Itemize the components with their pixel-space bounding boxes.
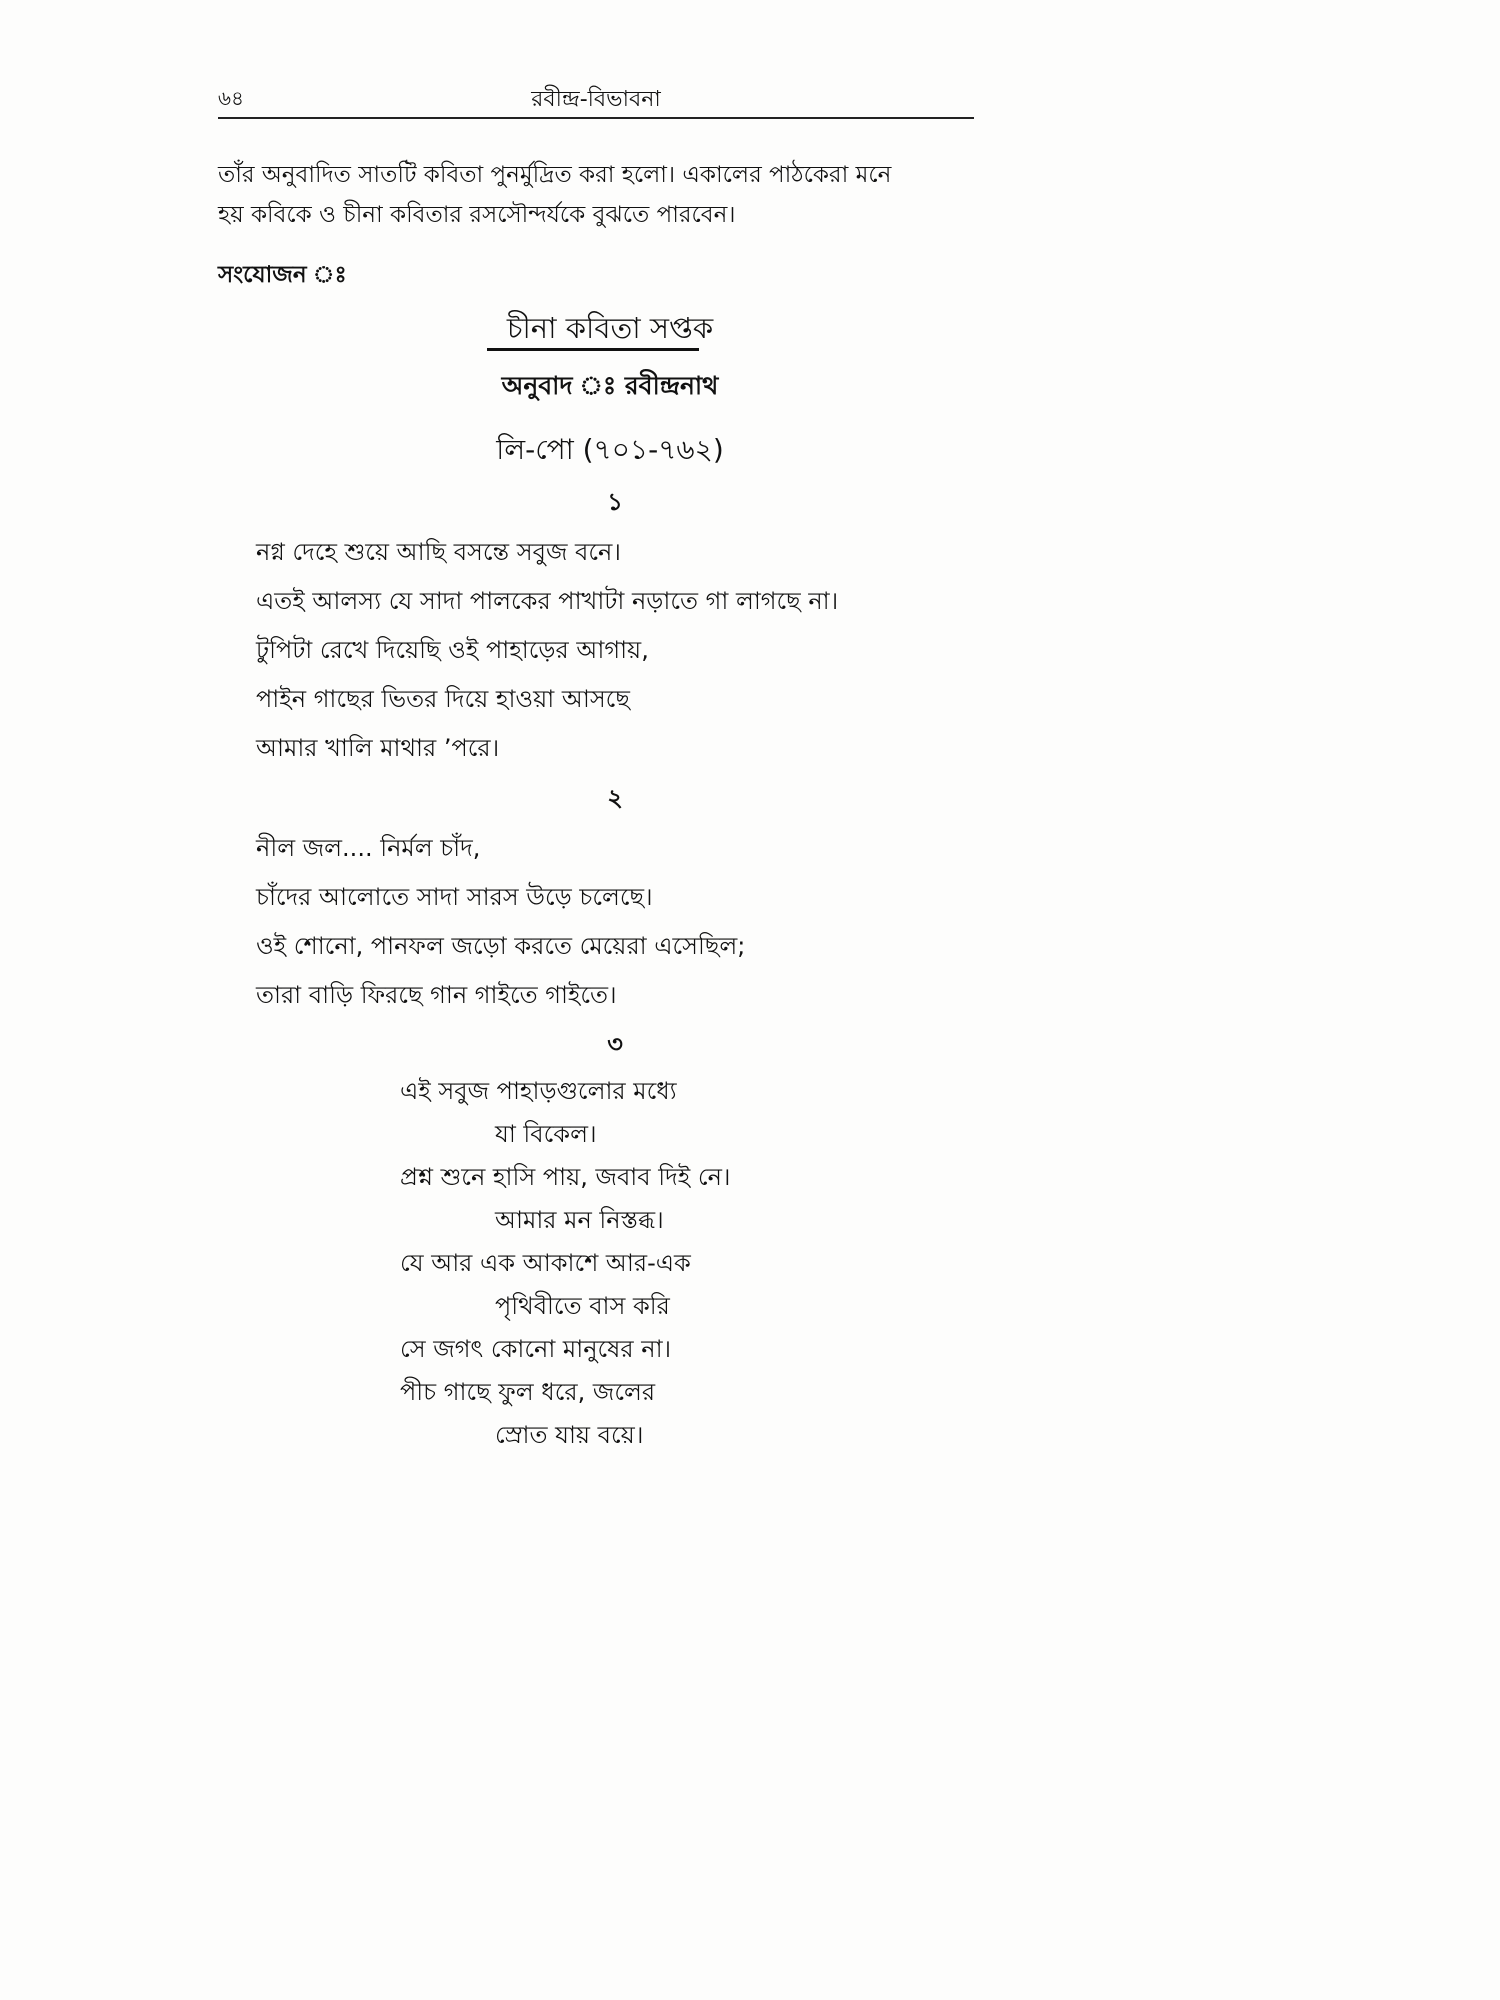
addendum-label: সংযোজন ঃ bbox=[218, 262, 347, 288]
poem-line: পীচ গাছে ফুল ধরে, জলের bbox=[400, 1378, 656, 1406]
poem-line: পৃথিবীতে বাস করি bbox=[495, 1292, 670, 1320]
poem-number-2: ২ bbox=[607, 784, 623, 812]
intro-paragraph bbox=[218, 155, 978, 235]
poem-line: স্রোত যায় বয়ে। bbox=[495, 1421, 644, 1449]
poem-line: সে জগৎ কোনো মানুষের না। bbox=[400, 1335, 672, 1363]
poem-number-1: ১ bbox=[607, 488, 623, 516]
translator-credit: অনুবাদ ঃ রবীন্দ্রনাথ bbox=[501, 371, 719, 400]
poem-number-3: ৩ bbox=[607, 1030, 623, 1058]
poem-line: নগ্ন দেহে শুয়ে আছি বসন্তে সবুজ বনে। bbox=[256, 538, 621, 566]
poem-line: আমার খালি মাথার ’পরে। bbox=[256, 734, 500, 762]
header-rule bbox=[218, 117, 974, 119]
running-title: রবীন্দ্র-বিভাবনা bbox=[531, 87, 661, 112]
title-underline bbox=[487, 348, 699, 351]
collection-title: চীনা কবিতা সপ্তক bbox=[506, 311, 714, 345]
poem-line: পাইন গাছের ভিতর দিয়ে হাওয়া আসছে bbox=[256, 685, 630, 713]
poem-line: ওই শোনো, পানফল জড়ো করতে মেয়েরা এসেছিল; bbox=[256, 932, 746, 960]
poem-1 bbox=[256, 528, 976, 773]
poem-line: এতই আলস্য যে সাদা পালকের পাখাটা নড়াতে গা লাগছে না। bbox=[256, 587, 839, 615]
poem-3 bbox=[400, 1070, 920, 1457]
poem-line: প্রশ্ন শুনে হাসি পায়, জবাব দিই নে। bbox=[400, 1163, 731, 1191]
poem-line: টুপিটা রেখে দিয়েছি ওই পাহাড়ের আগায়, bbox=[256, 636, 649, 664]
poem-line: যা বিকেল। bbox=[495, 1120, 597, 1148]
page-number: ৬৪ bbox=[218, 86, 244, 110]
page-header bbox=[218, 80, 974, 116]
poem-line: আমার মন নিস্তব্ধ। bbox=[495, 1206, 664, 1234]
poem-line: তারা বাড়ি ফিরছে গান গাইতে গাইতে। bbox=[256, 981, 617, 1009]
intro-line: হয় কবিকে ও চীনা কবিতার রসসৌন্দর্যকে বুঝতে পারবেন। bbox=[218, 202, 736, 228]
poem-line: যে আর এক আকাশে আর-এক bbox=[400, 1249, 691, 1277]
intro-line: তাঁর অনুবাদিত সাতটি কবিতা পুনর্মুদ্রিত করা হলো। একালের পাঠকেরা মনে bbox=[218, 162, 892, 188]
poem-line: চাঁদের আলোতে সাদা সারস উড়ে চলেছে। bbox=[256, 883, 653, 911]
poem-2 bbox=[256, 824, 976, 1020]
poem-line: নীল জল.... নির্মল চাঁদ, bbox=[256, 834, 481, 862]
poem-line: এই সবুজ পাহাড়গুলোর মধ্যে bbox=[400, 1077, 677, 1105]
poet-name: লি-পো (৭০১-৭৬২) bbox=[496, 433, 724, 466]
